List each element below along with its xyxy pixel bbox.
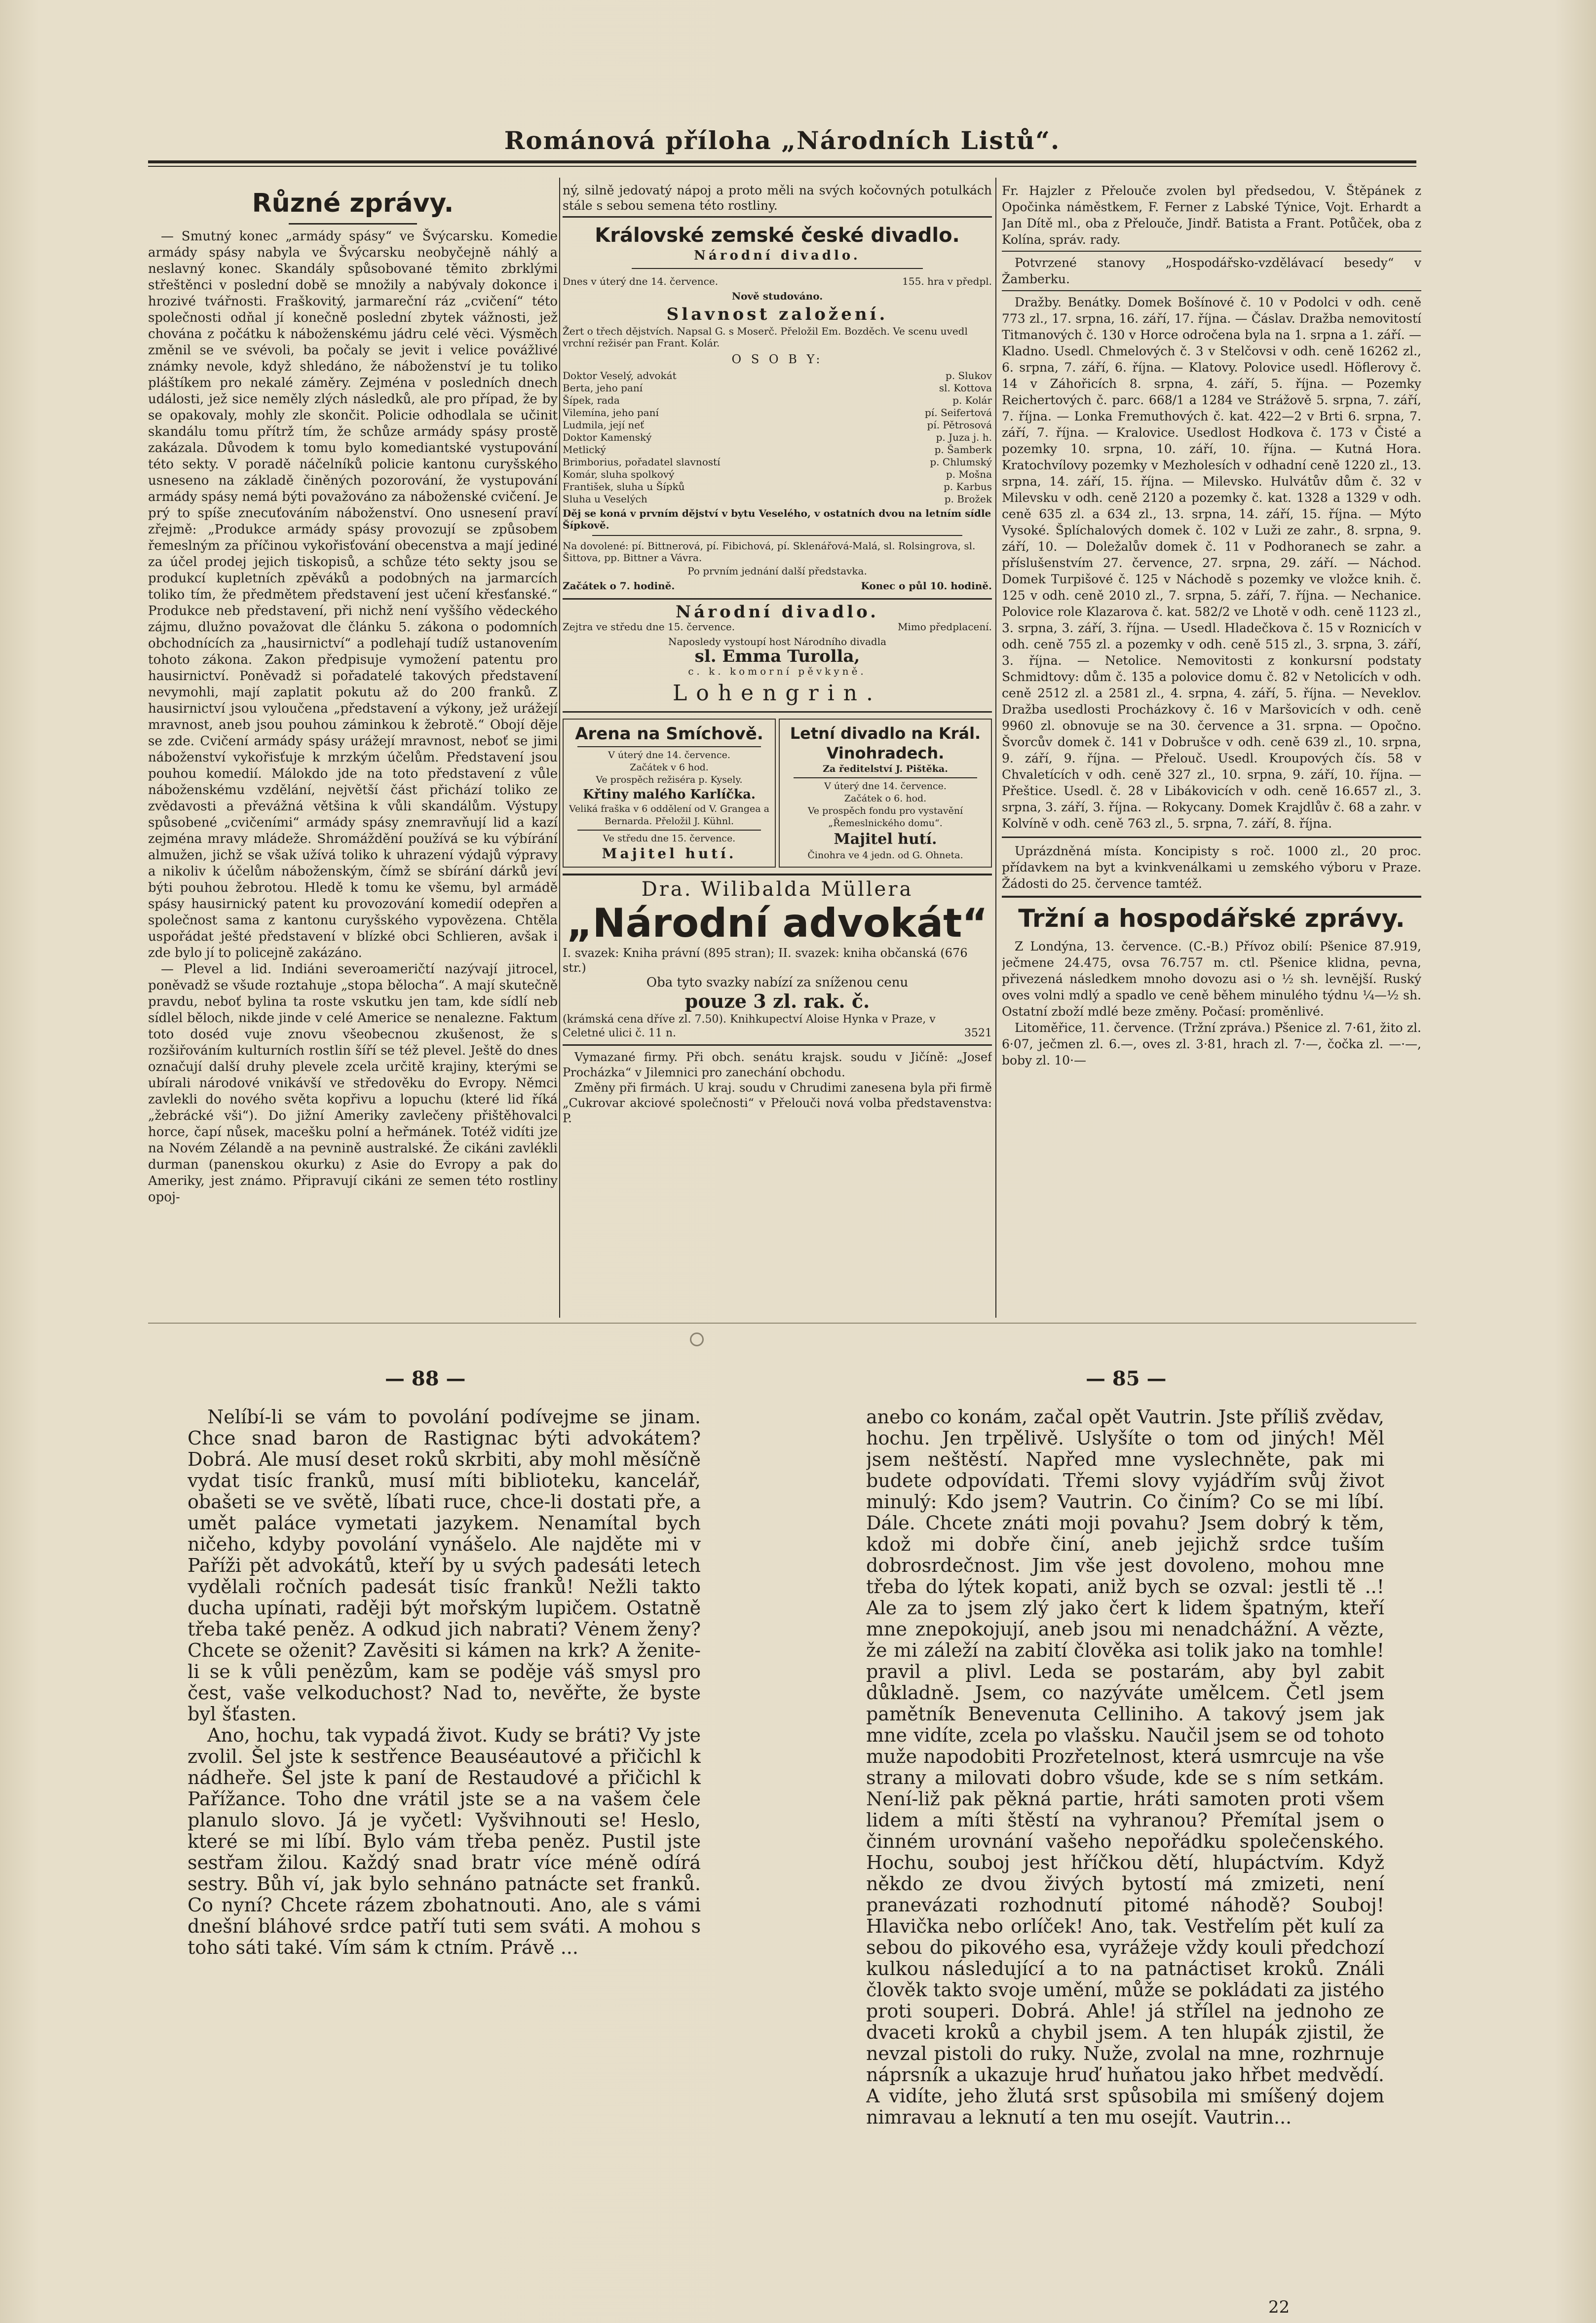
rule <box>577 830 761 831</box>
arena-name: Arena na Smíchově. <box>575 724 763 744</box>
ad-number: 3521 <box>964 1027 992 1039</box>
cast-row <box>563 456 992 468</box>
arena-desc: Veliká fraška v 6 oddělení od V. Grangea a Bernarda. Přeložil J. Kühnl. <box>569 803 769 827</box>
cast-actor: p. Mošna <box>946 468 992 480</box>
rule <box>563 1044 992 1046</box>
arena-play2: Majitel hutí. <box>602 845 737 862</box>
rule <box>1002 896 1421 898</box>
theatre2-date: Zejtra ve středu dne 15. července. <box>563 621 735 633</box>
statutes: Potvrzené stanovy „Hospodářsko-vzdělávací besedy“ v Žamberku. <box>1002 256 1421 286</box>
cast-role: Berta, jeho paní <box>563 382 643 394</box>
summer-date: V úterý dne 14. července. <box>824 781 947 792</box>
theatre2-note: Mimo předplacení. <box>897 621 992 633</box>
ad-price: pouze 3 zl. rak. č. <box>684 990 870 1012</box>
interval-note: Po prvním jednání další představka. <box>687 565 867 577</box>
firms-changes: Změny při firmách. U kraj. soudu v Chrudimi zanesena byla při firmě „Cukrovar akciové společnosti“ v Přelouči nová volba představenstva: P. <box>563 1081 992 1125</box>
rule <box>794 777 977 778</box>
page-number-right: — 85 — <box>1086 1367 1167 1390</box>
ad-title: „Národní advokát“ <box>567 900 988 946</box>
arena-date: V úterý dne 14. července. <box>608 750 730 761</box>
cast-role: Komár, sluha spolkový <box>563 468 675 480</box>
header-rule <box>148 160 1416 163</box>
cast-role: Šípek, rada <box>563 394 620 406</box>
cast-actor: pí. Seifertová <box>925 407 992 419</box>
middle-column <box>563 183 992 1318</box>
header-rule-thin <box>148 166 1416 167</box>
theatre-sub: Národní divadlo. <box>694 248 861 263</box>
firms-erased: Vymazané firmy. Při obch. senátu krajsk. soudu v Jičíně: „Josef Procházka“ v Jilemnici pro zanechání obchodu. <box>563 1050 992 1079</box>
novel-paragraph: Ano, hochu, tak vypadá život. Kudy se bráti? Vy jste zvolil. Šel jste k sestřence Beauséautové a přičichl k nádheře. Šel jste k paní de Restaudové a přičichl k Pařížance. Toho dne vrátil jste se a na vašem čele planulo slovo. Já je vyčetl: Vyšvihnouti se! Heslo, které se mi líbí. Bylo vám třeba peněz. Pustil jste sestřam žilou. Každý snad bratr více méně odírá sestry. Bůh ví, jak bylo sehnáno patnácte set franků. Co nyní? Chcete rázem zbohatnouti. Ano, ale s vámi dnešní bláhové srdce patří tuti sem sváti. A mohou s toho sáti také. Vím sám k ctním. Právě ... <box>188 1724 701 1958</box>
cast-actor: p. Juza j. h. <box>936 431 992 443</box>
cast-row <box>563 394 992 407</box>
cast-role: Brimborius, pořadatel slavností <box>563 456 721 468</box>
cast-role: Ludmila, její neť <box>563 419 645 431</box>
start-time: Začátek o 7. hodině. <box>563 580 675 592</box>
market-litomerice: Litoměřice, 11. července. (Tržní zpráva.) Pšenice zl. 7·61, žito zl. 6·07, ječmen zl. 6.—, oves zl. 3·81, hrach zl. 7·—, čočka zl. —·—, boby zl. 10·— <box>1002 1021 1421 1067</box>
title-rule <box>289 223 417 225</box>
summer-director: Za ředitelství J. Pištěka. <box>823 763 948 774</box>
novel-paragraph: Nelíbí-li se vám to povolání podívejme se jinam. Chce snad baron de Rastignac býti advokátem? Dobrá. Ale musí deset roků skrbiti, aby mohl měsíčně vydat tisíc franků, musí míti biblioteku, kancelář, obašeti se ve světě, líbati ruce, chce-li dostati pře, a umět paláce vymetati jazykem. Nenamítal bych ničeho, kdyby povolání vynášelo. Ale najděte mi v Paříži pět advokátů, kteří by u svých padesáti letech vydělali ročních padesát tisíc franků! Nežli takto ducha upínati, raději být mořským lupičem. Ostatně třeba také peněz. A odkud jich nabrati? Vėnem ženy? Chcete se oženit? Zavěsiti si kámen na krk? A ženite-li se k vůli penězům, kam se poděje váš smysl pro čest, vaše velkoduchost? Nad to, nevěřte, že byste byl šťasten. <box>188 1407 701 1725</box>
ad-author: Dra. Wilibalda Müllera <box>641 878 913 901</box>
rule <box>577 746 761 747</box>
rule <box>563 598 992 600</box>
cast-actor: p. Chlumský <box>930 456 992 468</box>
market-london: Z Londýna, 13. července. (C.-B.) Přívoz obilí: Pšenice 87.919, ječmene 24.475, ovsa 76.757 m. ctl. Pšenice klidna, pevna, přivezená následkem mnoho dovozu asi o ½ sh. levnější. Ruský oves volni mdlý a spadlo ve ceně během minulého týdnu ¼—½ sh. Ostatní zboží mdlé beze změny. Počasí: proměnlivé. <box>1002 939 1421 1019</box>
guest-role: c. k. komorní pěvkyně. <box>688 665 867 677</box>
end-time: Konec o půl 10. hodině. <box>861 580 992 592</box>
cast-role: Sluha u Veselých <box>563 493 647 505</box>
firms-continued: Fr. Hajzler z Přelouče zvolen byl předsedou, V. Štěpánek z Opočinka náměstkem, F. Ferner z Labské Týnice, Vojt. Erhardt a Jan Dítě ml., oba z Přelouče, Jindř. Batista a Frant. Potůček, oba z Kolína, správ. rady. <box>1002 184 1421 247</box>
summer-play: Majitel hutí. <box>834 831 937 848</box>
cast-actor: pí. Pětrosová <box>927 419 992 431</box>
scene-note: Děj se koná v prvním dějství v bytu Veselého, v ostatních dvou na letním sídle Šípkově. <box>563 507 991 531</box>
page-header: Románová příloha „Národních Listů“. <box>504 126 1061 155</box>
rule <box>632 268 923 269</box>
date-line: Dnes v úterý dne 14. července. <box>563 275 719 287</box>
novel-page-right <box>866 1407 1384 2295</box>
performance-number: 155. hra v předpl. <box>902 275 992 287</box>
cast-row <box>563 370 992 382</box>
cast-list <box>563 370 992 505</box>
ad-bookshop: (krámská cena dříve zl. 7.50). Knihkupectví Aloise Hynka v Praze, v Celetné ulici č. 11 n. <box>563 1013 936 1039</box>
cast-row <box>563 407 992 419</box>
fold-line <box>148 1323 1416 1324</box>
arena-benefit: Ve prospěch režiséra p. Kysely. <box>596 774 743 785</box>
novel-page-left <box>188 1407 701 2295</box>
right-column <box>1002 183 1421 1318</box>
auctions: Dražby. Benátky. Domek Bošínové č. 10 v Podolci v odh. ceně 773 zl., 17. srpna, 16. září, 17. října. — Čáslav. Dražba nemovitostí Titmanových č. 130 v Horce odročena byla na 1. srpna a 1. září. — Kladno. Usedl. Chmelových č. 3 v Stelčovsi v odh. ceně 16262 zl., 6. srpna, 7. září, 6. října. — Klatovy. Polovice usedl. Höflerovy č. 14 v Záhořicích 8. srpna, 4. září, 5. října. — Pozemky Reichertových č. parc. 668/1 a 1284 ve Strážově 5. srpna, 7. září, 7. října. — Lonka Fremuthových č. kat. 422—2 v Brti 6. srpna, 7. září, 7. října. — Kralovice. Usedlost Hodkova č. 173 v Čisté a pozemky 10. srpna, 10. září, 10. října. — Kutná Hora. Kratochvílovy pozemky v Mezholesích v odhadní ceně 1220 zl., 13. srpna, 14. září, 15. října. — Milevsko. Hulvátův dům č. 32 v Milevsku v odh. ceně 2120 a pozemky č. kat. 1328 a 1329 v odh. ceně 635 zl. a 634 zl., 13. srpna, 14. září, 15. října. — Mýto Vysoké. Šplíchalových domek č. 102 v Luži ze zahr., 8. srpna, 9. září, 10. — Doležalův domek č. 11 v Podhoranech se zahr. a příslušenstvím 27. července, 27. srpna, 29. září. — Náchod. Domek Turpišové č. 125 v Náchodě s pozemky ve vložce knih. č. 125 v odh. ceně 2010 zl., 7. srpna, 5. září, 7. října. — Nechanice. Polovice role Klazarova č. kat. 582/2 ve Lhotě v odh. ceně 1123 zl., 3. srpna, 3. září, 3. října. — Usedl. Hladečkova č. 15 v Roznicích v odh. ceně 755 zl. a pozemky v odh. ceně 515 zl., 3. srpna, 3. září, 3. října. — Netolice. Nemovitosti z konkursní podstaty Schmidtovy: dům č. 135 a polovice domu č. 82 v Netolicích v odh. ceně 2512 zl. a 2581 zl., 4. srpna, 4. září, 5. října. — Neveklov. Dražba usedlosti Procházkovy č. 16 v Maršovicích v odh. ceně 9960 zl. obnovuje se na 30. července a 31. srpna. — Opočno. Švorcův domek č. 141 v Dobrušce v odh. ceně 639 zl., 10. srpna, 9. září, 9. října. — Přelouč. Usedl. Kroupových čís. 58 v Chvaletících v odh. ceně 327 zl., 10. srpna, 9. září, 10. října. — Přeštice. Usedl. č. 28 v Libákovicích v odh. ceně 16.657 zl., 3. srpna, 3. září, 3. října. — Rokycany. Domek Krajdlův č. 68 a zahr. v Kolvíně v odh. ceně 763 zl., 5. srpna, 7. září, 8. října. <box>1002 295 1421 831</box>
arena-start: Začátek v 6 hod. <box>630 762 709 773</box>
opera-title: Lohengrin. <box>672 681 882 706</box>
summer-desc: Činohra ve 4 jedn. od G. Ohneta. <box>807 850 963 861</box>
play-title: Slavnost založení. <box>666 305 888 324</box>
rule <box>563 711 992 713</box>
summer-start: Začátek o 6. hod. <box>844 793 927 804</box>
theatre2-line: Naposledy vystoupí host Národního divadla <box>668 636 887 647</box>
page-number-left: — 88 — <box>385 1367 466 1390</box>
cast-actor: sl. Kottova <box>939 382 992 394</box>
rule <box>1002 290 1421 291</box>
cast-role: Vilemína, jeho paní <box>563 407 659 419</box>
cast-role: Doktor Veselý, advokát <box>563 370 677 381</box>
cast-row <box>563 468 992 481</box>
ad-offer: Oba tyto svazky nabízí za sníženou cenu <box>646 975 909 990</box>
cast-heading: O S O B Y: <box>731 352 823 366</box>
cast-row <box>563 444 992 456</box>
column-divider-1 <box>559 178 560 1318</box>
cast-row <box>563 382 992 394</box>
continued-text: ný, silně jedovatý nápoj a proto měli na svých kočovných potulkách stále s sebou semena této rostliny. <box>563 183 992 213</box>
theatre2-name: Národní divadlo. <box>675 602 879 622</box>
cast-row <box>563 419 992 431</box>
rule <box>563 874 992 876</box>
signature-mark: 22 <box>1268 2297 1290 2317</box>
play-desc: Žert o třech dějstvích. Napsal G. s Moserč. Přeložil Em. Bozděch. Ve scenu uvedl vrchní režisér pan Frant. Kolár. <box>563 325 968 349</box>
cast-row <box>563 493 992 505</box>
left-column <box>148 183 558 1318</box>
arena-play: Křtiny malého Karlíčka. <box>583 787 756 802</box>
cast-role: Doktor Kamenský <box>563 431 652 443</box>
summer-theatre-name: Letní divadlo na Král. Vinohradech. <box>790 724 981 762</box>
arena-box <box>563 719 776 868</box>
news-article: — Smutný konec „armády spásy“ ve Švýcarsku. Komedie armády spásy nabyla ve Švýcarsku neobyčejně náhlý a neslavný konec. Skandály spůsobované těmito zbrklými střeštěnci v poslední době se množily a nabývaly dokonce i hrozivé tvářnosti. Fraškovitý, jarmareční ráz „cvičení“ této společnosti odňal jí konečně poslední zbytek vážnosti, jež chována z počátku k náboženskému jádru celé věci. Výsměch změnil se ve svévoli, ba počaly se jevit i velice povážlivé známky nevole, když shledáno, že náboženství je tu toliko pláštíkem pro nekalé záměry. Zejména v posledních dnech události, jež sice neměly zlých následků, ale pro případ, že by se opakovaly, mohly zle skončit. Policie odhodlala se učinit skandálu tomu přítrž tím, že schůze armády spásy prostě zakázala. Důvodem k tomu bylo komediantské vystupování této sekty. V poradě náčelníků policie kantonu curyšského usneseno na základě činěných pozorování, že vystupování armády spásy nemá býti považováno za náboženské cvičení. Je prý to spíše znecuťováním náboženství. Ono usnesení praví zřejmě: „Produkce armády spásy provozují se způsobem řemeslným za příčinou vykořisťování obecenstva a mají jediné za účel prodej jejich tiskopisů, a schůze této sekty jsou se produkcí kupletních zpěváků a podobných na jarmarcích toliko tím, že předmětem představení jest učení křesťanské.“ Produkce neb představení, při nichž není vyššího vědeckého zájmu, dlužno považovat dle článku 5. zákona o podomních obchodnících za „hausirnictví“ a podlehají tudíž ustanovením tohoto zákona. Zakon předpisuje vymožení patentu pro hausirnictví. Poněvadž si pořadatelé takových představení nevymohli, mají zaplatit pokutu až do 200 franků. Z hausirnictví jsou vyloučena „představení a výkony, jež urážejí mravnost, aneb jsou pouhou záminkou k žebrotě.“ Obojí děje se zde. Cvičení armády spásy urážejí mravnost, neboť se jimi náboženství vykořisťuje k mrzkým účelům. Představení jsou pouhou komedií. Málokdo jde na toto představení z vůle náboženskému vzdělání, největší část přichází toliko ze zvědavosti a převážná většina k vůli skandálům. Výstupy spůsobené „cvičeními“ armády spásy znemravňují lid a kazí zejména mravy mládeže. Shromáždění používá se ku výbírání almužen, jichž se však užívá toliko k uhrazení výdajů výpravy a nikoliv k účelům náboženským, čímž se sbírání dárků jeví býti pouhou žebrotou. Hledě k tomu ke všemu, byl armádě spásy hausirnický patent ku provozování komedií odepřen a společnost sama z kantonu curyšského vypovězena. Chtěla uspořádat ješté představení v blízké obci Schlieren, avšak i zde bylo jí to policejně zakázáno. <box>148 229 558 960</box>
rule <box>592 535 962 536</box>
cast-row <box>563 431 992 444</box>
studied-note: Nově studováno. <box>731 290 823 302</box>
leave-note: Na dovolené: pí. Bittnerová, pí. Fibichová, pí. Sklenářová-Malá, sl. Rolsingrova, sl. Šittova, pp. Bittner a Vávra. <box>563 540 976 564</box>
summer-theatre-box <box>779 719 992 868</box>
novel-paragraph: anebo co konám, začal opět Vautrin. Jste příliš zvědav, hochu. Jen trpělivě. Uslyšíte o tom od jiných! Měl jsem neštěstí. Napřed mne vyslechněte, pak mi budete odpovídati. Třemi slovy vyjádřím svůj život minulý: Kdo jsem? Vautrin. Co činím? Co se mi líbí. Dále. Chcete znáti moji povahu? Jsem dobrý k těm, kdož mi dobře činí, aneb jejichž srdce tuším dobrosrdečnost. Jim vše jest dovoleno, mohou mne třeba do lýtek kopati, aniž bych se ozval: jestli tě ..! Ale za to jsem zlý jako čert k lidem špatným, kteří mne znepokojují, aneb jsou mi nenadchážní. A vězte, že mi záleží na zabití člověka asi tolik jako na tomhle! pravil a plivl. Leda se postarám, aby byl zabit důkladně. Jsem, co nazýváte umělcem. Četl jsem pamětník Benevenuta Celliniho. A takový jsem jak mne vidíte, zcela po vlašsku. Naučil jsem se od tohoto muže napodobiti Prozřetelnost, která usmrcuje na vše strany a milovati dobro všude, kde se s ním setkám. Není-liž pak pěkná partie, hráti samoten proti všem lidem a míti štěstí na vyhranou? Přemítal jsem o činném urovnání vašeho nepořádku společenského. Hochu, souboj jest hříčkou dětí, hlupáctvím. Když někdo ze dvou živých bytostí má zmizeti, není pranevázati rozhodnutí pitomé náhodě? Souboj! Hlavička nebo orlíček! Ano, tak. Vestřelím pět kulí za sebou do pikového esa, vyrážeje vždy kouli předchozí kulkou následující a to na patnáctiset kroků. Ználi člověk takto svoje umění, může se pokládati za jistého proti souperi. Dobrá. Ahle! já střílel na jednoho ze dvaceti kroků a chybil jsem. A ten hlupák zjistil, že nevzal pistoli do ruky. Nuže, zvolal na mne, rozhrnuje náprsník a ukazuje hruď huňatou jako hřbet medvědí. A vidíte, jeho žlutá srst spůsobila mi smíšený dojem nimravau a leknutí a ten mu osejít. Vautrin... <box>866 1407 1384 2128</box>
guest-name: sl. Emma Turolla, <box>694 647 860 666</box>
summer-benefit: Ve prospěch fondu pro vystavění „Řemeslnického domu“. <box>807 805 963 829</box>
cast-actor: p. Kolár <box>952 394 992 406</box>
cast-actor: p. Brožek <box>944 493 992 505</box>
rule <box>1002 837 1421 838</box>
rule <box>563 216 992 218</box>
column-divider-2 <box>995 178 996 1318</box>
section-title-ruzne-zpravy: Různé zprávy. <box>252 189 454 218</box>
cast-actor: p. Slukov <box>946 370 992 381</box>
cast-actor: p. Šamberk <box>934 444 992 456</box>
cast-role: Metlický <box>563 444 606 456</box>
rule <box>1002 251 1421 252</box>
binding-hole <box>690 1333 704 1346</box>
cast-actor: p. Karbus <box>944 481 992 493</box>
theatre-boxes <box>563 716 992 871</box>
cast-row <box>563 481 992 493</box>
theatre-name: Královské zemské české divadlo. <box>595 224 960 247</box>
cast-role: František, sluha u Šípků <box>563 481 685 493</box>
section-title-market: Tržní a hospodářské zprávy. <box>1018 904 1405 933</box>
news-article: — Plevel a lid. Indiáni severoameričtí nazývají jitrocel, poněvadž se všude roztahuje „stopa bělocha“. A mají skutečně pravdu, neboť bylina ta roste vskutku jen tam, kde sídlí neb sídlel běloch, nikde jinde v celé Americe se nenalezne. Faktum toto doséd vuje znovu všeobecnou zkušenost, že s rozšiřováním kulturních rostlin šíří se též plevel. Ještě do dnes označují další druhy plevele zcela určitě krajiny, kterými se ubírali národové vnikávší ve středověku do Evropy. Němci zavlekli do nového světa kopřivu a lopuchu (které lid říká „žebrácké vši“). Do jižní Ameriky zavlečeny přištěhovalci horce, čapí nůsek, macešku polní a heřmánek. Totéž vidíti jze na Novém Zélandě a na pevnině australské. Že cikáni zavlékli durman (panenskou okurku) z Asie do Evropy a pak do Ameriky, jest známo. Připravují cikáni ze semen této rostliny opoj- <box>148 962 558 1205</box>
arena-date2: Ve středu dne 15. července. <box>603 833 736 844</box>
ad-volumes: I. svazek: Kniha právní (895 stran); II. svazek: kniha občanská (676 str.) <box>563 946 968 975</box>
vacancies: Uprázdněná místa. Koncipisty s roč. 1000 zl., 20 proc. přídavkem na byt a kvinkvenálkami u zemského výboru v Praze. Žádosti do 25. července tamtéž. <box>1002 844 1421 891</box>
